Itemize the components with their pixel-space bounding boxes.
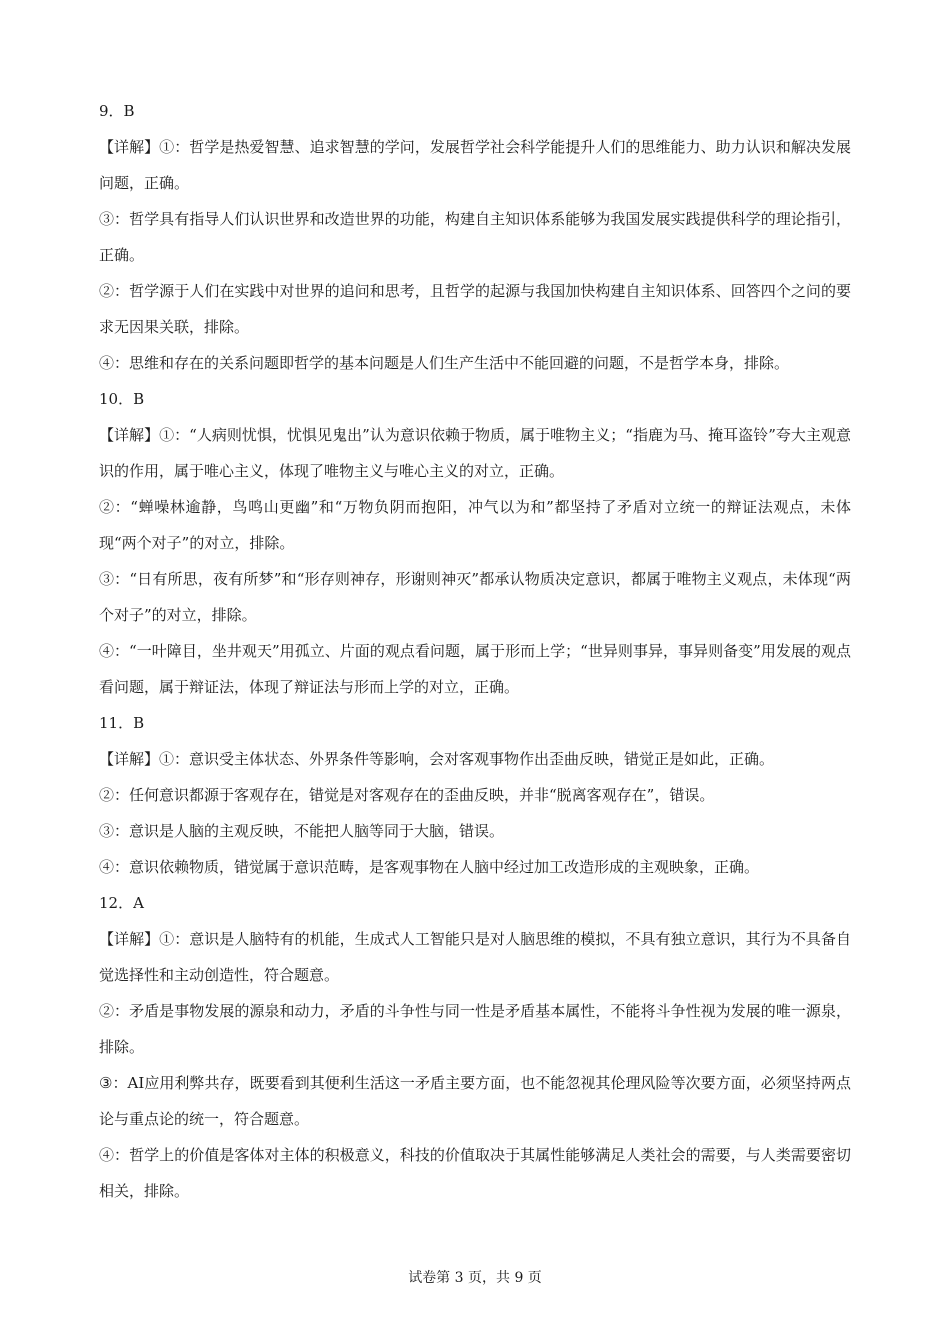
- explanation-paragraph: ④：“一叶障目，坐井观天”用孤立、片面的观点看问题，属于形而上学；“世异则事异，事异则备变”用发展的观点看问题，属于辩证法，体现了辩证法与形而上学的对立，正确。: [99, 642, 851, 696]
- question-11: [99, 705, 851, 885]
- explanation-paragraph: ④：哲学上的价值是客体对主体的积极意义，科技的价值取决于其属性能够满足人类社会的需要，与人类需要密切相关，排除。: [99, 1146, 851, 1200]
- explanation-paragraph: ③：AI应用利弊共存，既要看到其便利生活这一矛盾主要方面，也不能忽视其伦理风险等次要方面，必须坚持两点论与重点论的统一，符合题意。: [99, 1074, 851, 1128]
- explanation-paragraph: ③：“日有所思，夜有所梦”和“形存则神存，形谢则神灭”都承认物质决定意识，都属于唯物主义观点，未体现“两个对子”的对立，排除。: [99, 570, 851, 624]
- explanation-paragraph: ③：哲学具有指导人们认识世界和改造世界的功能，构建自主知识体系能够为我国发展实践提供科学的理论指引，正确。: [99, 210, 851, 264]
- question-9: [99, 93, 851, 381]
- question-number: 11．B: [99, 714, 145, 732]
- question-number: 12．A: [99, 894, 144, 912]
- explanation-paragraph: ②：矛盾是事物发展的源泉和动力，矛盾的斗争性与同一性是矛盾基本属性，不能将斗争性视为发展的唯一源泉，排除。: [99, 1002, 851, 1056]
- question-number: 10．B: [99, 390, 145, 408]
- explanation-paragraph: 【详解】①：哲学是热爱智慧、追求智慧的学问，发展哲学社会科学能提升人们的思维能力、助力认识和解决发展问题，正确。: [99, 138, 851, 192]
- explanation-paragraph: 【详解】①：意识是人脑特有的机能，生成式人工智能只是对人脑思维的模拟，不具有独立意识，其行为不具备自觉选择性和主动创造性，符合题意。: [99, 930, 851, 984]
- answer-page: [99, 93, 851, 1209]
- explanation-paragraph: 【详解】①：“人病则忧惧，忧惧见鬼出”认为意识依赖于物质，属于唯物主义；“指鹿为马、掩耳盗铃”夸大主观意识的作用，属于唯心主义，体现了唯物主义与唯心主义的对立，正确。: [99, 426, 851, 480]
- explanation-paragraph: ④：思维和存在的关系问题即哲学的基本问题是人们生产生活中不能回避的问题，不是哲学本身，排除。: [99, 354, 790, 372]
- question-number: 9．B: [99, 102, 135, 120]
- explanation-paragraph: ②：任何意识都源于客观存在，错觉是对客观存在的歪曲反映，并非“脱离客观存在”，错误。: [99, 786, 715, 804]
- page-footer: 试卷第 3 页，共 9 页: [408, 1270, 542, 1286]
- question-12: [99, 885, 851, 1209]
- explanation-paragraph: ②：哲学源于人们在实践中对世界的追问和思考，且哲学的起源与我国加快构建自主知识体系、回答四个之问的要求无因果关联，排除。: [99, 282, 851, 336]
- explanation-paragraph: ②：“蝉噪林逾静，鸟鸣山更幽”和“万物负阴而抱阳，冲气以为和”都坚持了矛盾对立统一的辩证法观点，未体现“两个对子”的对立，排除。: [99, 498, 851, 552]
- explanation-paragraph: 【详解】①：意识受主体状态、外界条件等影响，会对客观事物作出歪曲反映，错觉正是如此，正确。: [99, 750, 775, 768]
- question-10: [99, 381, 851, 705]
- explanation-paragraph: ③：意识是人脑的主观反映，不能把人脑等同于大脑，错误。: [99, 822, 505, 840]
- explanation-paragraph: ④：意识依赖物质，错觉属于意识范畴，是客观事物在人脑中经过加工改造形成的主观映象，正确。: [99, 858, 760, 876]
